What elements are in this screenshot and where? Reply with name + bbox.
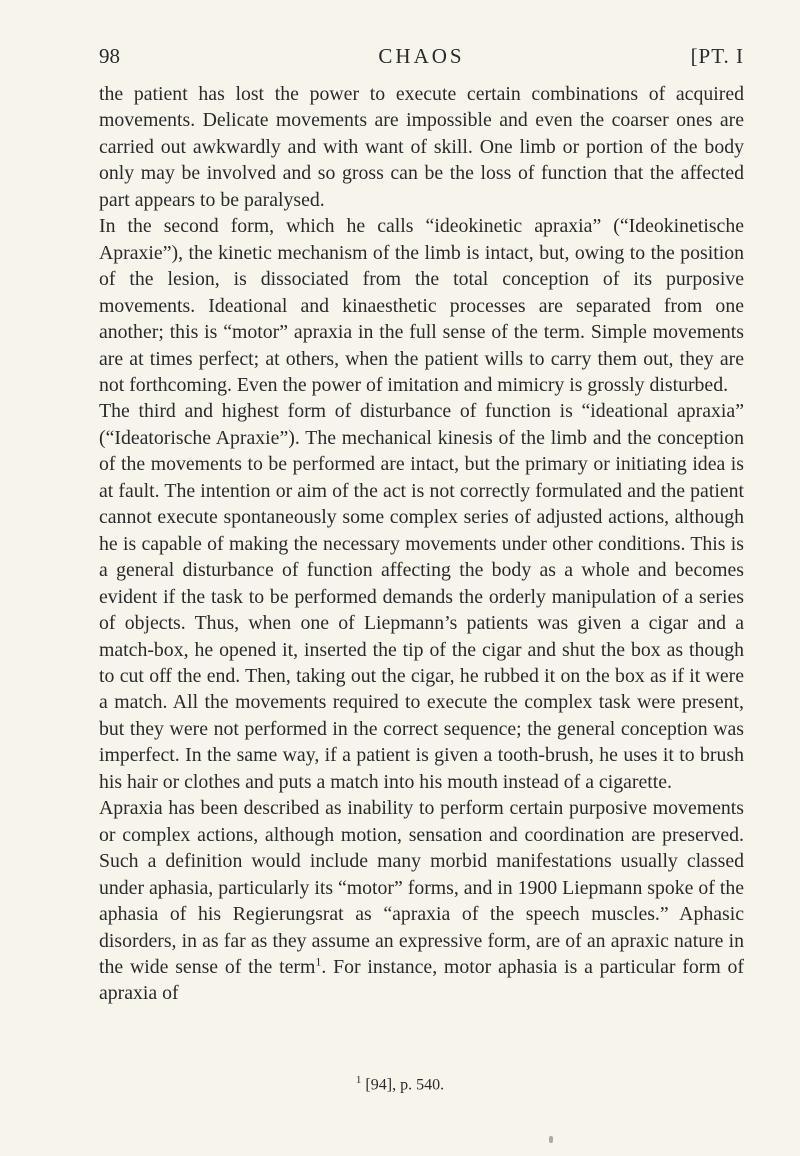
running-head xyxy=(99,44,744,74)
paragraph: the patient has lost the power to execute certain combinations of acquired movements. Delicate movements are impossible and even the coarser ones are carried out awkwardly and with want of skill. One limb or portion of the body only may be involved and so gross can be the loss of function that the affected part appears to be paralysed. xyxy=(99,83,744,211)
footnote-text: [94], p. 540. xyxy=(365,1076,445,1094)
paragraph: In the second form, which he calls “ideokinetic apraxia” (“Ideokinetische Apraxie”), the kinetic mechanism of the limb is intact, but, owing to the position of the lesion, is dissociated from the total conception of its purposive movements. Ideational and kinaesthetic processes are separated from one another; this is “motor” apraxia in the full sense of the term. Simple movements are at times perfect; at others, when the patient wills to carry them out, they are not forthcoming. Even the power of imitation and mimicry is grossly disturbed. xyxy=(99,215,744,396)
part-label: [PT. I xyxy=(690,44,744,68)
page-number: 98 xyxy=(99,44,120,68)
footnote-reference[interactable]: 1 xyxy=(315,954,322,969)
body-text xyxy=(99,81,744,1007)
running-title: CHAOS xyxy=(378,44,465,68)
paragraph: The third and highest form of disturbance of function is “ideational apraxia” (“Ideatorische Apraxie”). The mechanical kinesis of the limb and the conception of the movements to be performed are intact, but the primary or initiating idea is at fault. The intention or aim of the act is not correctly formulated and the patient cannot execute spontaneously some complex series of adjusted actions, although he is capable of making the necessary movements under other conditions. This is a general disturbance of function affecting the body as a whole and becomes evident if the task to be performed demands the orderly manipulation of a series of objects. Thus, when one of Liepmann’s patients was given a cigar and a match-box, he opened it, inserted the tip of the cigar and shut the box as though to cut off the end. Then, taking out the cigar, he rubbed it on the box as if it were a match. All the movements required to execute the complex task were present, but they were not performed in the correct sequence; the general conception was imperfect. In the same way, if a patient is given a tooth-brush, he uses it to brush his hair or clothes and puts a match into his mouth instead of a cigarette. xyxy=(99,400,744,793)
paragraph-text: Apraxia has been described as inability to perform certain purposive movements or complex actions, although motion, sensation and coordination are preserved. Such a definition would include many morbid manifestations usually classed under aphasia, particularly its “motor” forms, and in 1900 Liepmann spoke of the aphasia of his Regierungsrat as “apraxia of the speech muscles.” Aphasic disorders, in as far as they assume an expressive form, are of an apraxic nature in the wide sense of the term xyxy=(99,797,744,978)
footnote xyxy=(0,1070,800,1095)
footnote-mark: 1 xyxy=(355,1074,362,1086)
paragraph-text: . For instance, motor aphasia is a particular form of apraxia of xyxy=(99,955,744,1005)
ink-speck xyxy=(549,1136,553,1143)
paragraph xyxy=(99,795,744,1007)
